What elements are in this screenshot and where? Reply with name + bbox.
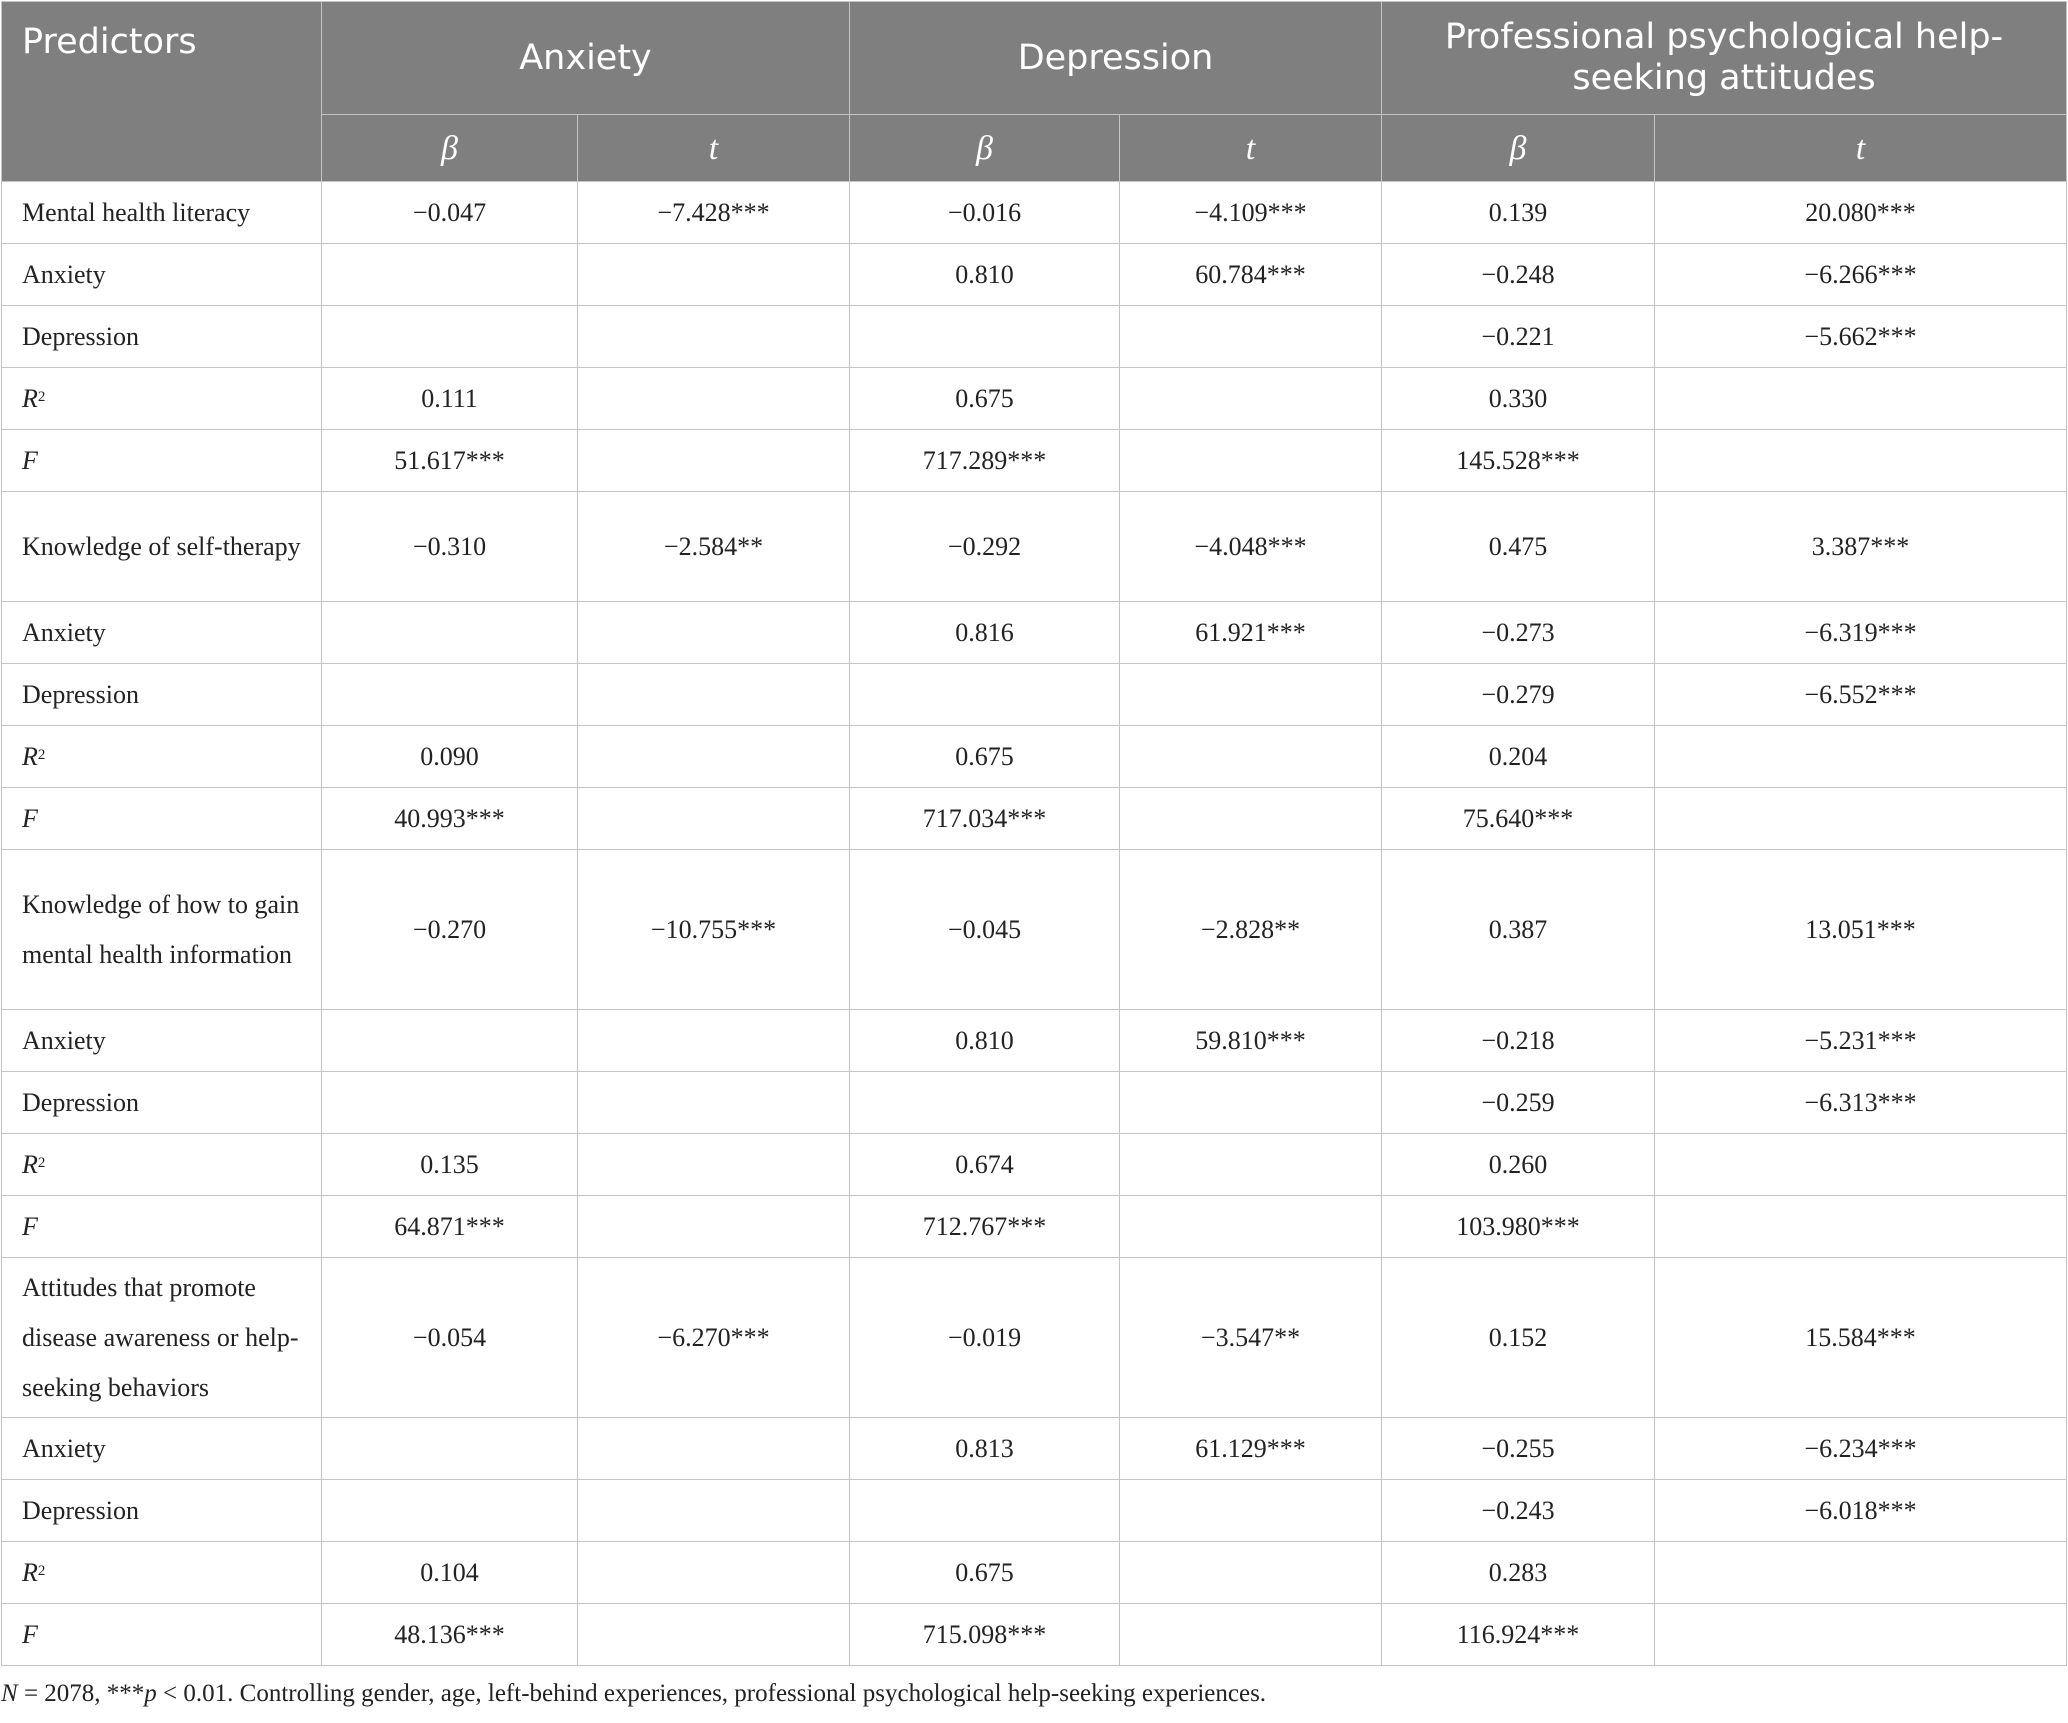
- cell-depression-t: 60.784***: [1120, 244, 1382, 306]
- cell-anxiety-beta: 40.993***: [322, 788, 578, 850]
- cell-attitudes-beta: −0.255: [1382, 1418, 1655, 1480]
- cell-attitudes-t: [1655, 1604, 2067, 1666]
- table-row: [2, 1418, 2067, 1480]
- cell-attitudes-beta: 0.139: [1382, 182, 1655, 244]
- cell-depression-beta: [850, 664, 1120, 726]
- cell-depression-t: [1120, 726, 1382, 788]
- cell-depression-t: [1120, 1072, 1382, 1134]
- cell-depression-t: [1120, 1134, 1382, 1196]
- header-anxiety-t: t: [578, 115, 850, 182]
- cell-attitudes-beta: 0.152: [1382, 1258, 1655, 1418]
- cell-anxiety-t: [578, 1604, 850, 1666]
- cell-depression-beta: 0.674: [850, 1134, 1120, 1196]
- cell-anxiety-t: [578, 1418, 850, 1480]
- cell-depression-t: [1120, 1480, 1382, 1542]
- row-label-r-squared: $R^2$: [2, 726, 322, 788]
- cell-depression-t: [1120, 430, 1382, 492]
- cell-depression-t: 61.129***: [1120, 1418, 1382, 1480]
- cell-depression-beta: 0.810: [850, 244, 1120, 306]
- cell-attitudes-beta: −0.248: [1382, 244, 1655, 306]
- cell-anxiety-t: [578, 368, 850, 430]
- cell-attitudes-t: −6.018***: [1655, 1480, 2067, 1542]
- cell-attitudes-beta: −0.218: [1382, 1010, 1655, 1072]
- cell-anxiety-t: −10.755***: [578, 850, 850, 1010]
- header-attitudes-beta: β: [1382, 115, 1655, 182]
- row-label-f: F: [2, 1604, 322, 1666]
- cell-attitudes-t: [1655, 1196, 2067, 1258]
- row-label-r-squared: $R^2$: [2, 1542, 322, 1604]
- cell-attitudes-t: 3.387***: [1655, 492, 2067, 602]
- cell-anxiety-t: −6.270***: [578, 1258, 850, 1418]
- cell-attitudes-beta: 0.387: [1382, 850, 1655, 1010]
- cell-anxiety-beta: −0.047: [322, 182, 578, 244]
- table-row: [2, 244, 2067, 306]
- header-anxiety-beta: β: [322, 115, 578, 182]
- cell-attitudes-t: 15.584***: [1655, 1258, 2067, 1418]
- cell-anxiety-beta: [322, 1480, 578, 1542]
- cell-depression-t: [1120, 1196, 1382, 1258]
- cell-depression-beta: 715.098***: [850, 1604, 1120, 1666]
- cell-depression-t: −4.109***: [1120, 182, 1382, 244]
- cell-attitudes-t: −6.266***: [1655, 244, 2067, 306]
- cell-anxiety-t: [578, 788, 850, 850]
- table-row: [2, 1134, 2067, 1196]
- header-help-seeking-attitudes: Professional psychological help-seeking attitudes: [1382, 2, 2067, 115]
- cell-attitudes-t: [1655, 1542, 2067, 1604]
- cell-depression-beta: [850, 1480, 1120, 1542]
- header-depression: Depression: [850, 2, 1382, 115]
- row-label-f: F: [2, 1196, 322, 1258]
- row-label: Attitudes that promote disease awareness or help-seeking behaviors: [2, 1258, 322, 1418]
- cell-anxiety-beta: 51.617***: [322, 430, 578, 492]
- table-row: [2, 726, 2067, 788]
- cell-depression-beta: 717.289***: [850, 430, 1120, 492]
- header-anxiety: Anxiety: [322, 2, 850, 115]
- table-row: [2, 306, 2067, 368]
- cell-depression-beta: [850, 306, 1120, 368]
- row-label: Depression: [2, 1072, 322, 1134]
- cell-anxiety-t: [578, 306, 850, 368]
- cell-anxiety-beta: 0.111: [322, 368, 578, 430]
- cell-anxiety-t: [578, 1480, 850, 1542]
- cell-anxiety-beta: 0.104: [322, 1542, 578, 1604]
- cell-depression-beta: 0.675: [850, 368, 1120, 430]
- cell-anxiety-t: [578, 664, 850, 726]
- cell-attitudes-beta: 0.260: [1382, 1134, 1655, 1196]
- table-footnote: N = 2078, ***p < 0.01. Controlling gender, age, left-behind experiences, professional psychological help-seeking experiences.: [1, 1680, 1267, 1707]
- cell-anxiety-beta: 48.136***: [322, 1604, 578, 1666]
- cell-anxiety-t: [578, 1072, 850, 1134]
- cell-attitudes-beta: 103.980***: [1382, 1196, 1655, 1258]
- row-label: Knowledge of how to gain mental health information: [2, 850, 322, 1010]
- cell-attitudes-t: 20.080***: [1655, 182, 2067, 244]
- cell-anxiety-beta: [322, 306, 578, 368]
- table-row: [2, 1196, 2067, 1258]
- cell-depression-beta: 712.767***: [850, 1196, 1120, 1258]
- table-row: [2, 850, 2067, 1010]
- cell-depression-t: [1120, 664, 1382, 726]
- cell-depression-beta: −0.019: [850, 1258, 1120, 1418]
- table-row: [2, 602, 2067, 664]
- cell-depression-t: −3.547**: [1120, 1258, 1382, 1418]
- row-label: Depression: [2, 306, 322, 368]
- cell-anxiety-t: [578, 726, 850, 788]
- cell-attitudes-beta: 0.204: [1382, 726, 1655, 788]
- cell-anxiety-beta: [322, 244, 578, 306]
- table-row: [2, 1010, 2067, 1072]
- cell-attitudes-beta: −0.243: [1382, 1480, 1655, 1542]
- table-row: [2, 1542, 2067, 1604]
- table-row: [2, 492, 2067, 602]
- header-depression-beta: β: [850, 115, 1120, 182]
- cell-attitudes-beta: 0.330: [1382, 368, 1655, 430]
- cell-anxiety-beta: −0.054: [322, 1258, 578, 1418]
- cell-depression-beta: −0.016: [850, 182, 1120, 244]
- cell-attitudes-t: −5.662***: [1655, 306, 2067, 368]
- cell-anxiety-t: −2.584**: [578, 492, 850, 602]
- row-label-r-squared: $R^2$: [2, 1134, 322, 1196]
- row-label: Mental health literacy: [2, 182, 322, 244]
- cell-depression-t: [1120, 788, 1382, 850]
- cell-anxiety-t: [578, 1010, 850, 1072]
- cell-anxiety-beta: 0.090: [322, 726, 578, 788]
- cell-depression-beta: −0.045: [850, 850, 1120, 1010]
- table-row: [2, 788, 2067, 850]
- header-depression-t: t: [1120, 115, 1382, 182]
- row-label: Depression: [2, 664, 322, 726]
- row-label: Knowledge of self-therapy: [2, 492, 322, 602]
- table-row: [2, 1258, 2067, 1418]
- cell-attitudes-t: 13.051***: [1655, 850, 2067, 1010]
- row-label-f: F: [2, 430, 322, 492]
- cell-attitudes-beta: −0.273: [1382, 602, 1655, 664]
- cell-attitudes-t: [1655, 430, 2067, 492]
- cell-depression-t: 59.810***: [1120, 1010, 1382, 1072]
- cell-anxiety-beta: −0.310: [322, 492, 578, 602]
- cell-depression-t: 61.921***: [1120, 602, 1382, 664]
- cell-depression-t: [1120, 1604, 1382, 1666]
- cell-anxiety-t: −7.428***: [578, 182, 850, 244]
- cell-depression-beta: 0.675: [850, 1542, 1120, 1604]
- cell-anxiety-beta: [322, 1072, 578, 1134]
- row-label: Anxiety: [2, 1418, 322, 1480]
- cell-attitudes-beta: 0.475: [1382, 492, 1655, 602]
- cell-attitudes-beta: −0.221: [1382, 306, 1655, 368]
- cell-anxiety-t: [578, 430, 850, 492]
- cell-attitudes-t: −6.313***: [1655, 1072, 2067, 1134]
- table-row: [2, 182, 2067, 244]
- cell-depression-beta: 0.810: [850, 1010, 1120, 1072]
- header-predictors: Predictors: [2, 2, 322, 182]
- table-row: [2, 368, 2067, 430]
- cell-anxiety-beta: [322, 664, 578, 726]
- cell-anxiety-t: [578, 1196, 850, 1258]
- table-row: [2, 430, 2067, 492]
- cell-attitudes-beta: 145.528***: [1382, 430, 1655, 492]
- cell-depression-t: [1120, 306, 1382, 368]
- cell-attitudes-t: [1655, 1134, 2067, 1196]
- cell-attitudes-beta: 0.283: [1382, 1542, 1655, 1604]
- cell-attitudes-t: [1655, 368, 2067, 430]
- cell-attitudes-beta: −0.259: [1382, 1072, 1655, 1134]
- row-label-r-squared: $R^2$: [2, 368, 322, 430]
- cell-attitudes-t: [1655, 726, 2067, 788]
- cell-depression-t: −4.048***: [1120, 492, 1382, 602]
- cell-attitudes-t: −6.319***: [1655, 602, 2067, 664]
- cell-attitudes-t: −6.552***: [1655, 664, 2067, 726]
- cell-attitudes-beta: 116.924***: [1382, 1604, 1655, 1666]
- cell-depression-beta: 0.675: [850, 726, 1120, 788]
- table-row: [2, 1072, 2067, 1134]
- row-label: Depression: [2, 1480, 322, 1542]
- cell-anxiety-beta: [322, 1010, 578, 1072]
- cell-attitudes-t: −6.234***: [1655, 1418, 2067, 1480]
- cell-depression-beta: [850, 1072, 1120, 1134]
- row-label-f: F: [2, 788, 322, 850]
- cell-depression-beta: 0.816: [850, 602, 1120, 664]
- cell-anxiety-beta: 64.871***: [322, 1196, 578, 1258]
- table-row: [2, 1480, 2067, 1542]
- cell-anxiety-beta: [322, 602, 578, 664]
- cell-depression-t: [1120, 1542, 1382, 1604]
- cell-attitudes-t: −5.231***: [1655, 1010, 2067, 1072]
- table-row: [2, 1604, 2067, 1666]
- cell-depression-t: −2.828**: [1120, 850, 1382, 1010]
- row-label: Anxiety: [2, 1010, 322, 1072]
- cell-depression-beta: 717.034***: [850, 788, 1120, 850]
- cell-depression-beta: −0.292: [850, 492, 1120, 602]
- row-label: Anxiety: [2, 602, 322, 664]
- table-row: [2, 664, 2067, 726]
- cell-depression-t: [1120, 368, 1382, 430]
- cell-anxiety-t: [578, 1542, 850, 1604]
- cell-anxiety-beta: −0.270: [322, 850, 578, 1010]
- cell-attitudes-t: [1655, 788, 2067, 850]
- cell-attitudes-beta: 75.640***: [1382, 788, 1655, 850]
- row-label: Anxiety: [2, 244, 322, 306]
- cell-anxiety-beta: 0.135: [322, 1134, 578, 1196]
- cell-anxiety-t: [578, 244, 850, 306]
- header-attitudes-t: t: [1655, 115, 2067, 182]
- regression-table: [1, 1, 2067, 1666]
- cell-anxiety-t: [578, 1134, 850, 1196]
- cell-anxiety-t: [578, 602, 850, 664]
- cell-anxiety-beta: [322, 1418, 578, 1480]
- cell-depression-beta: 0.813: [850, 1418, 1120, 1480]
- cell-attitudes-beta: −0.279: [1382, 664, 1655, 726]
